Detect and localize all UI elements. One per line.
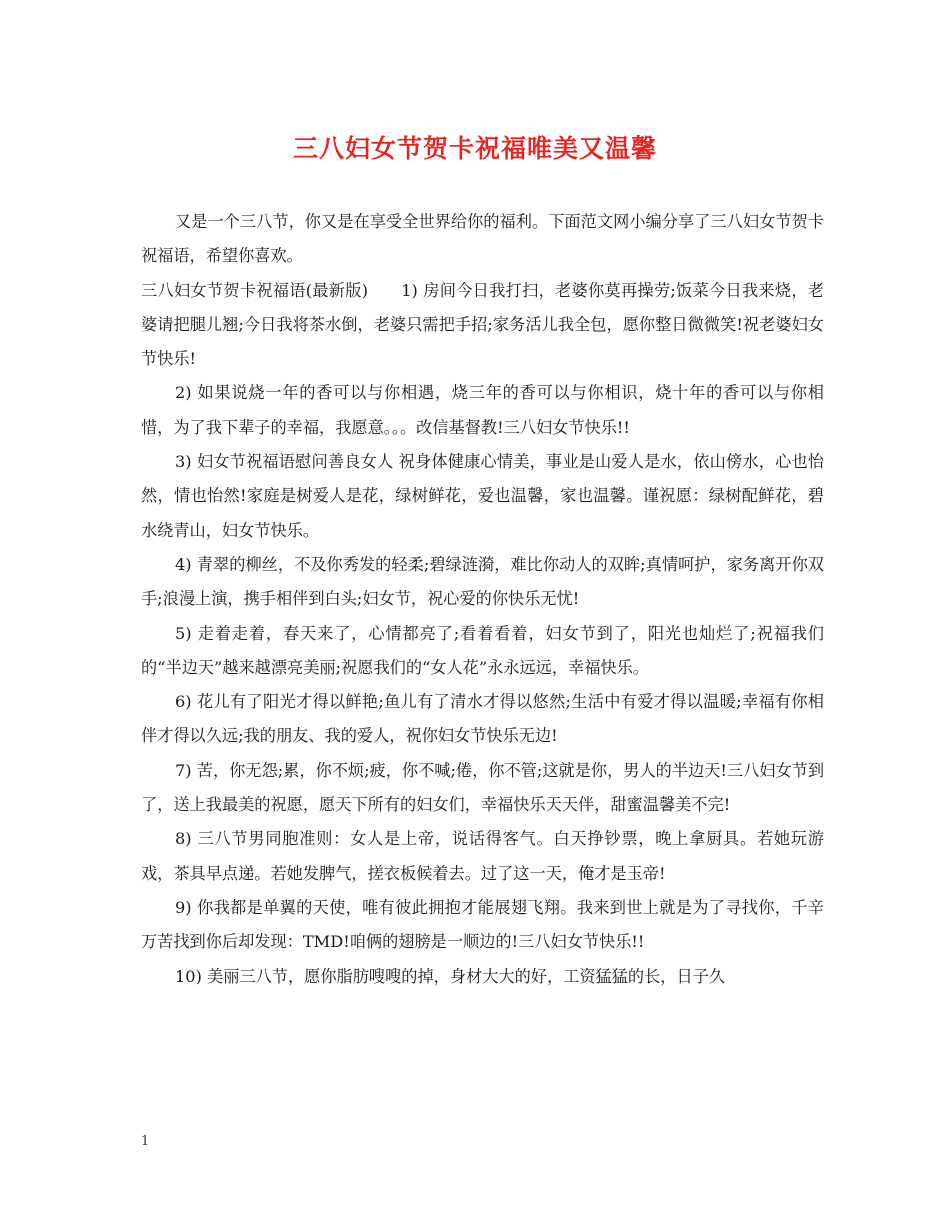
paragraph-7: 7) 苦，你无怨;累，你不烦;疲，你不喊;倦，你不管;这就是你，男人的半边天!三八妇女节到了，送上我最美的祝愿，愿天下所有的妇女们，幸福快乐天天伴，甜蜜温馨美不完! bbox=[141, 760, 825, 815]
document-body bbox=[141, 205, 824, 994]
paragraph-4: 4) 青翠的柳丝，不及你秀发的轻柔;碧绿涟漪，难比你动人的双眸;真情呵护，家务离开你双手;浪漫上演，携手相伴到白头;妇女节，祝心爱的你快乐无忧! bbox=[141, 554, 824, 609]
page-title: 三八妇女节贺卡祝福唯美又温馨 bbox=[292, 134, 657, 163]
paragraph-5: 5) 走着走着，春天来了，心情都亮了;看着看着，妇女节到了，阳光也灿烂了;祝福我们的“半边天”越来越漂亮美丽;祝愿我们的“女人花”永永远远，幸福快乐。 bbox=[141, 623, 824, 677]
paragraph-8: 8) 三八节男同胞准则：女人是上帝，说话得客气。白天挣钞票，晚上拿厨具。若她玩游戏，茶具早点递。若她发脾气，搓衣板候着去。过了这一天，俺才是玉帝! bbox=[141, 829, 824, 883]
paragraph-10: 10) 美丽三八节，愿你脂肪嗖嗖的掉，身材大大的好，工资猛猛的长，日子久 bbox=[175, 966, 726, 986]
paragraph-6: 6) 花儿有了阳光才得以鲜艳;鱼儿有了清水才得以悠然;生活中有爱才得以温暖;幸福有你相伴才得以久远;我的朋友、我的爱人，祝你妇女节快乐无边! bbox=[141, 692, 824, 746]
page-number: 1 bbox=[141, 1134, 150, 1149]
paragraph-9: 9) 你我都是单翼的天使，唯有彼此拥抱才能展翅飞翔。我来到世上就是为了寻找你，千辛万苦找到你后却发现：TMD!咱俩的翅膀是一顺边的!三八妇女节快乐!! bbox=[141, 897, 824, 952]
paragraph-intro: 又是一个三八节，你又是在享受全世界给你的福利。下面范文网小编分享了三八妇女节贺卡祝福语，希望你喜欢。 bbox=[141, 212, 824, 266]
paragraph-2: 2) 如果说烧一年的香可以与你相遇，烧三年的香可以与你相识，烧十年的香可以与你相惜，为了我下辈子的幸福，我愿意。。。改信基督教!三八妇女节快乐!! bbox=[141, 383, 824, 437]
paragraph-3: 3) 妇女节祝福语慰问善良女人 祝身体健康心情美，事业是山爱人是水，依山傍水，心也怡然，情也怡然!家庭是树爱人是花，绿树鲜花，爱也温馨，家也温馨。谨祝愿：绿树配鲜花，碧水绕青山，妇女节快乐。 bbox=[141, 452, 824, 540]
paragraph-1: 三八妇女节贺卡祝福语(最新版) 1) 房间今日我打扫，老婆你莫再操劳;饭菜今日我来烧，老婆请把腿儿翘;今日我将茶水倒，老婆只需把手招;家务活儿我全包，愿你整日微微笑!祝老婆妇女节快乐! bbox=[141, 280, 824, 369]
